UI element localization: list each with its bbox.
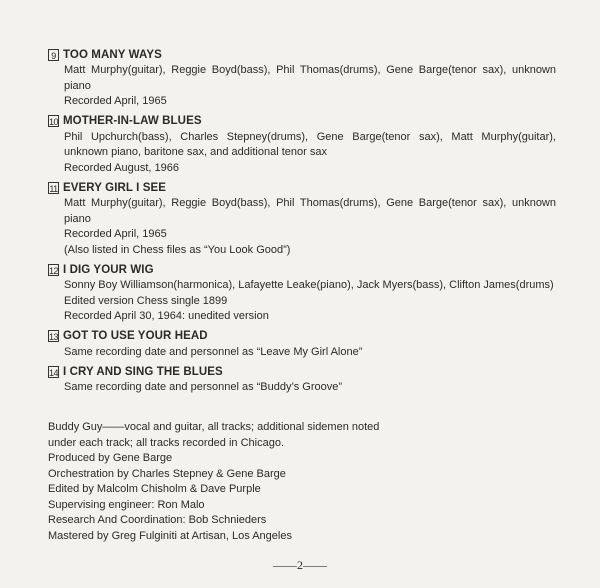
track-entry: [48, 113, 556, 177]
album-credits: [48, 420, 388, 544]
credit-line: Edited by Malcolm Chisholm & Dave Purple: [48, 483, 261, 495]
track-details: [48, 130, 556, 177]
track-note: (Also listed in Chess files as “You Look Good”): [64, 243, 291, 256]
track-entry: [48, 261, 556, 325]
recording-date: Recorded April, 1965: [64, 95, 167, 107]
track-number: 11: [49, 183, 58, 194]
track-header: [48, 179, 556, 196]
track-number: 14: [49, 367, 59, 378]
page-number: ——2——: [273, 558, 327, 572]
track-entry: [48, 46, 556, 110]
track-list: [48, 46, 556, 399]
track-note: Edited version Chess single 1899: [64, 294, 228, 307]
recording-date: Recorded April 30, 1964: unedited version: [64, 310, 269, 322]
track-header: [48, 46, 556, 63]
personnel-line: Matt Murphy(guitar), Reggie Boyd(bass), Phil Thomas(drums), Gene Barge(tenor sax), unknown piano: [64, 64, 556, 92]
credit-line: Produced by Gene Barge: [48, 452, 173, 464]
track-note: Same recording date and personnel as “Leave My Girl Alone”: [64, 345, 363, 358]
credit-line: Research And Coordination: Bob Schnieders: [48, 514, 267, 526]
track-number: 12: [49, 265, 59, 276]
track-details: [48, 63, 556, 110]
track-details: [48, 278, 556, 325]
track-title: TOO MANY WAYS: [63, 48, 162, 61]
personnel-line: Sonny Boy Williamson(harmonica), Lafayette Leake(piano), Jack Myers(bass), Clifton James(drums): [64, 279, 554, 291]
track-number: 9: [48, 49, 59, 61]
track-entry: [48, 328, 556, 361]
credit-line: Buddy Guy——vocal and guitar, all tracks; additional sidemen noted under each track; all tracks recorded in Chicago.: [48, 421, 380, 449]
personnel-line: Phil Upchurch(bass), Charles Stepney(drums), Gene Barge(tenor sax), Matt Murphy(guitar), unknown piano, baritone sax, and additional tenor sax: [64, 130, 556, 158]
track-header: [48, 363, 556, 380]
track-title: I CRY AND SING THE BLUES: [63, 365, 223, 378]
recording-date: Recorded April, 1965: [64, 228, 167, 240]
track-details: [48, 196, 556, 258]
personnel-line: Matt Murphy(guitar), Reggie Boyd(bass), Phil Thomas(drums), Gene Barge(tenor sax), unknown piano: [64, 197, 556, 225]
credit-line: Mastered by Greg Fulginiti at Artisan, Los Angeles: [48, 529, 292, 542]
track-entry: [48, 363, 556, 396]
track-number: 10: [49, 117, 59, 127]
track-note: Same recording date and personnel as “Buddy’s Groove”: [64, 381, 343, 393]
track-title: GOT TO USE YOUR HEAD: [63, 330, 208, 342]
credit-line: Orchestration by Charles Stepney & Gene Barge: [48, 467, 286, 480]
track-entry: [48, 179, 556, 258]
track-details: [48, 380, 556, 396]
track-title: I DIG YOUR WIG: [63, 263, 154, 276]
track-title: MOTHER-IN-LAW BLUES: [63, 115, 202, 127]
track-title: EVERY GIRL I SEE: [63, 181, 167, 194]
track-number: 13: [49, 332, 59, 342]
track-header: [48, 261, 556, 278]
recording-date: Recorded August, 1966: [64, 161, 179, 174]
credit-line: Supervising engineer: Ron Malo: [48, 498, 205, 511]
track-details: [48, 345, 556, 361]
track-header: [48, 113, 556, 130]
track-header: [48, 328, 556, 345]
